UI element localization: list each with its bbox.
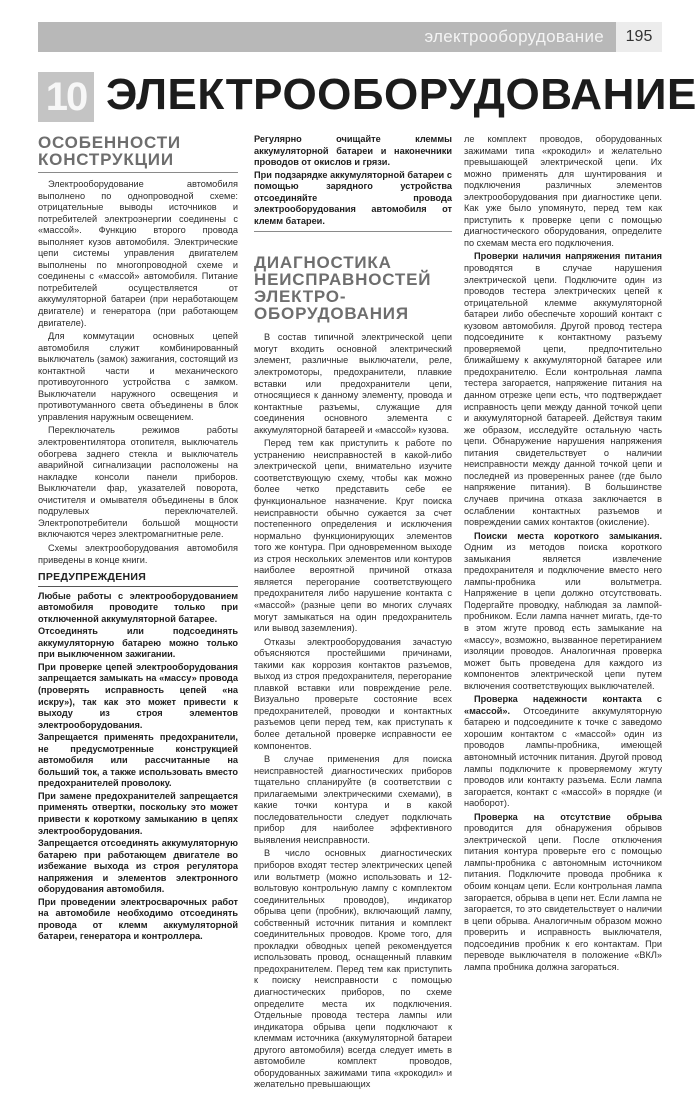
paragraph: В состав типичной электрической цепи могут входить основной электрический элемент, различные выключатели, реле, электромоторы, предохранители, плавкие вставки или предохранители цепи, относящиеся к данному элементу, провода и контактные разъемы, служащие для соединения основного элемента с аккумуляторной батареей и «массой» кузова. [254, 332, 452, 435]
paragraph-lead: Проверка надежности контакта с «массой». [464, 694, 662, 716]
paragraph-ground-check: Проверка надежности контакта с «массой». Отсоедините аккумуляторную батарею и подсоедините к точке с заведомо хорошим контактом с «массой» один из проводов лампы-пробника, имеющей автономный источник питания. Другой провод лампы подключите к проверяемому жгуту проводов или контакту разъема. Если лампа загорается, контакт с «массой» в порядке (и наоборот). [464, 694, 662, 809]
warnings-heading: ПРЕДУПРЕЖДЕНИЯ [38, 572, 238, 587]
paragraph: В число основных диагностических приборов входят тестер электрических цепей или вольтметр (можно использовать и 12-вольтовую контрольную лампу с комплектом соединительных проводов), индикатор обрыва цепи (пробник), включающий лампу, собственный источник питания и комплект соединительных проводов. Кроме того, для прокладки обводных цепей рекомендуется использовать провод, оснащенный плавким предохранителем. Перед тем как приступить к поиску неисправности с помощью диагностических приборов, по схеме определите места их подключения. Отдельные провода тестера лампы или индикатора обрыва цепи подключают к клеммам источника (аккумуляторной батареи другого автомобиля) всегда следует иметь в автомобиле комплект проводов, оборудованных зажимами типа «крокодил» и желательно превышающих [254, 848, 452, 1090]
paragraph: ле комплект проводов, оборудованных зажимами типа «крокодил» и желательно превышающей электрической цепи. Их можно применять для шунтирования и подключения различных элементов электрооборудования при диагностике цепи. Как уже было упомянуто, перед тем как приступить к проверке цепи с помощью диагностического оборудования, определите по схемам места его подключения. [464, 134, 662, 248]
paragraph-lead: Проверки наличия напряжения питания [474, 251, 662, 262]
warning-item: При проверке цепей электрооборудования запрещается замыкать на «массу» провода (проверять исправность цепей «на искру»), так как это может привести к выходу из строя элементов электрооборудования. [38, 661, 238, 730]
paragraph-lead: Проверка на отсутствие обрыва [474, 811, 662, 822]
paragraph: В случае применения для поиска неисправностей диагностических приборов тщательно спланируйте (в соответствии с прилагаемыми электрическими схемами), в какие точки контура и в какой последовательности следует подключать прибор для наиболее эффективного выявления неисправности. [254, 754, 452, 845]
warning-item: Отсоединять или подсоединять аккумуляторную батарею можно только при выключенном зажигании. [38, 626, 238, 660]
running-header-title: электрооборудование [424, 27, 604, 46]
column-1 [38, 134, 238, 944]
divider [254, 231, 452, 232]
paragraph-short-circuit: Поиски места короткого замыкания. Одним из методов поиска короткого замыкания является извлечение предохранителя и подключение вместо него лампы-пробника или вольтметра. Напряжение в цепи должно отсутствовать. Подергайте проводку, наблюдая за лампой-пробником. Если лампа начнет мигать, где-то в этом жгуте провод есть замыкание на «массу», возможно, вызванное перетиранием изоляции проводов. Аналогичная проверка может быть проведена для каждого из компонентов электрической цепи путем включения соответствующих выключателей. [464, 530, 662, 691]
warning-item: При проведении электросварочных работ на автомобиле необходимо отсоединять провода от клемм аккумуляторной батареи, генератора и контроллера. [38, 896, 238, 942]
chapter-number: 10 [45, 75, 87, 119]
paragraph: Для коммутации основных цепей автомобиля служит комбинированный выключатель (замок) зажигания, состоящий из контактной части и механического противоугонного устройства с замком. Выключатели наружного освещения и противотуманного света объединены в блок управления наружным освещением. [38, 331, 238, 422]
chapter-title: ЭЛЕКТРООБОРУДОВАНИЕ [106, 70, 697, 119]
paragraph: Перед тем как приступить к работе по устранению неисправностей в какой-либо электрической цепи, внимательно изучите соответствующую схему, чтобы как можно более четко представить себе ее функциональное назначение. Круг поиска неисправности обычно сужается за счет постепенного определения и исключения нормально функционирующих элементов того же контура. При одновременном выходе из строя нескольких элементов или контуров наиболее вероятной причиной отказа является перегорание соответствующего предохранителя либо нарушение контакта с «массой» (разные цепи во многих случаях могут замыкаться на один предохранитель или вывод заземления). [254, 438, 452, 634]
page-number: 195 [616, 22, 662, 52]
warning-item: Любые работы с электрооборудованием автомобиля проводите только при отключенной аккумуляторной батарее. [38, 590, 238, 624]
chapter-number-box [38, 72, 94, 122]
warning-item: При подзарядке аккумуляторной батареи с помощью зарядного устройства отсоединяйте провода электрооборудования автомобиля от клемм батареи. [254, 169, 452, 226]
running-header [38, 22, 616, 52]
paragraph-lead: Поиски места короткого замыкания. [474, 530, 662, 541]
section-heading-diagnostics: ДИАГНОСТИКА НЕИСПРАВНОСТЕЙ ЭЛЕКТРО- ОБОРУДОВАНИЯ [254, 253, 432, 324]
warning-item: При замене предохранителей запрещается применять отвертки, поскольку это может привести к короткому замыканию в цепях электрооборудования. [38, 790, 238, 836]
warning-item: Запрещается отсоединять аккумуляторную батарею при работающем двигателе во избежание выхода из строя регулятора напряжения и элементов электронного оборудования автомобиля. [38, 838, 238, 895]
column-2 [254, 134, 452, 1093]
paragraph: Переключатель режимов работы электровентилятора отопителя, выключатель обогрева заднего стекла и выключатель аварийной сигнализации расположены на накладке консоли панели приборов. Выключатели фар, указателей поворота, очистителя и омывателя объединены в блок подрулевых переключателей. Электропотребители большой мощности включаются через электромагнитные реле. [38, 425, 238, 540]
paragraph-voltage-check: Проверки наличия напряжения питания проводятся в случае нарушения электрической цепи. Подключите один из проводов тестера электрических цепей к отрицательной клемме аккумуляторной батареи либо обеспечьте хороший контакт с кузовом автомобиля. Другой провод тестера подсоедините к контактному разъему проверяемой цепи, предпочтительно ближайшему к аккумуляторной батарее или предохранителю. Если контрольная лампа тестера загорается, напряжение питания на данном отрезке цепи есть, что подтверждает исправность цепи между данной точкой цепи и аккумуляторной батареей. Действуя таким же образом, исследуйте остальную часть цепи. Обнаружение нарушения напряжения питания свидетельствует о наличии неисправности между данной точкой цепи и последней из проверенных ранее (где было напряжение питания). В большинстве случаев причина отказа заключается в ослаблении контактных разъемов и повреждении самих контактов (окисление). [464, 251, 662, 528]
warning-item: Регулярно очищайте клеммы аккумуляторной батареи и наконечники проводов от окислов и грязи. [254, 134, 452, 168]
paragraph-open-circuit: Проверка на отсутствие обрыва проводится для обнаружения обрывов электрической цепи. После отключения питания контура проверьте его с помощью лампы-пробника с автономным источником питания. Подключите провода пробника к обоим концам цепи. Если контрольная лампа загорается, обрыва в цепи нет. Если лампа не загорается, то это свидетельствует о наличии в цепи обрыва. Аналогичным образом можно проверить и исправность выключателя, подсоединив пробник к его контактам. При переводе выключателя в положение «ВКЛ» лампа пробника должна загораться. [464, 811, 662, 972]
section-heading-features: ОСОБЕННОСТИ КОНСТРУКЦИИ [38, 134, 238, 173]
warning-item: Запрещается применять предохранители, не предусмотренные конструкцией автомобиля или рассчитанные на больший ток, а также использовать вместо предохранителей проволоку. [38, 732, 238, 789]
paragraph: Схемы электрооборудования автомобиля приведены в конце книги. [38, 542, 238, 565]
paragraph: Отказы электрооборудования зачастую объясняются простейшими причинами, такими как коррозия контактов разъемов, выход из строя предохранителя, перегорание плавкой вставки или повреждение реле. Визуально проверьте состояние всех предохранителей, проводки и контактных разъемов цепи перед тем, как приступать к более детальной проверке исправности ее компонентов. [254, 636, 452, 751]
column-3 [464, 134, 662, 975]
paragraph: Электрооборудование автомобиля выполнено по однопроводной схеме: отрицательные выводы источников и потребителей электроэнергии соединены с «массой». Функцию второго провода выполняет кузов автомобиля. Электрические цепи системы управления двигателем выполнены по многопроводной схеме и соединены с «массой» автомобиля. Питание потребителей осуществляется от аккумуляторной батареи (при неработающем двигателе) и генератора (при работающем двигателе). [38, 179, 238, 328]
